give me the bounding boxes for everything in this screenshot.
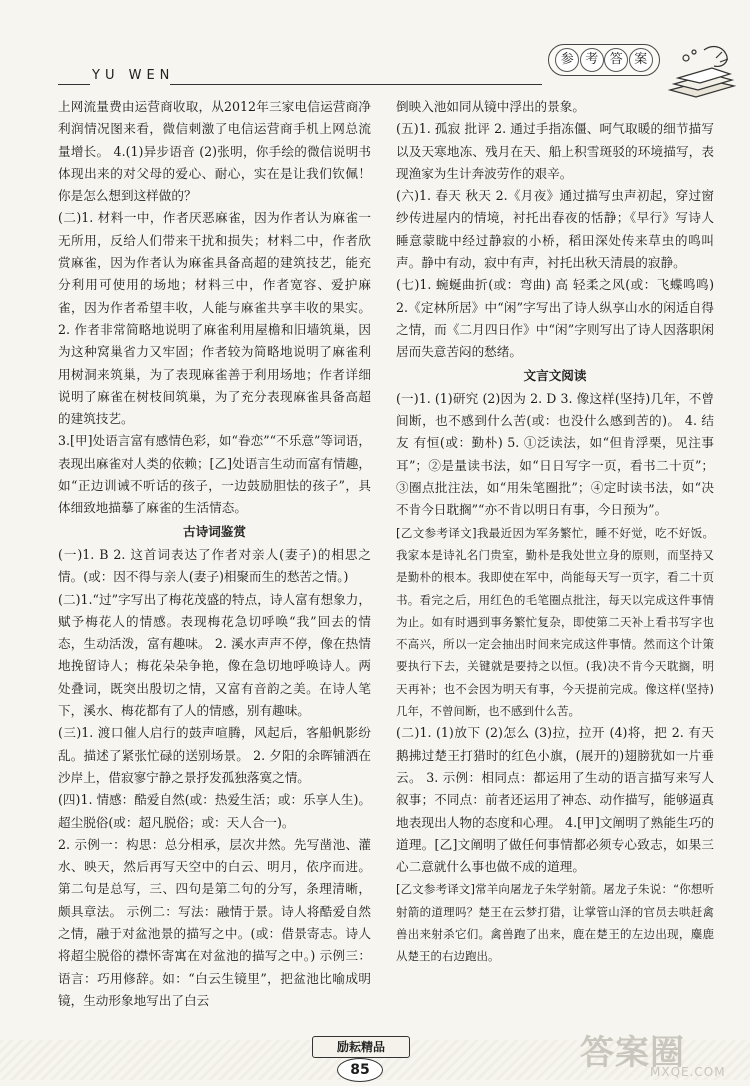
- left-para-2: (二)1. 材料一中，作者厌恶麻雀，因为作者认为麻雀一无所用，反给人们带来干扰和损失；材料二中，作者欣赏麻雀，因为作者认为麻雀具备高超的建筑技艺，能充分利用可使用的场地；材料三中，作者宽容、爱护麻雀，因为作者希望丰收，人能与麻雀共享丰收的果实。 2. 作者非常简略地说明了麻雀利用屋檐和旧墙筑巢，因为这种窝巢省力又牢固；作者较为简略地说明了麻雀利用树洞来筑巢，为了表现麻雀善于利用场地；作者详细说明了麻雀在树枝间筑巢，为了充分表现麻雀具备高超的建筑技艺。: [58, 210, 371, 427]
- answer-key-badge: [548, 44, 660, 76]
- section-title-classical: 文言文阅读: [523, 367, 587, 383]
- left-para-8: (四)1. 情感：酷爱自然(或：热爱生活；或：乐享人生)。超尘脱俗(或：超凡脱俗；或：天人合一)。: [58, 792, 371, 830]
- left-para-6: (二)1.“过”字写出了梅花茂盛的特点，诗人富有想象力，赋予梅花人的情感。表现梅花急切呼唤“我”回去的情态，生动活泼，富有趣味。 2. 溪水声声不停，像在热情地挽留诗人；梅花朵朵争艳，像在急切地呼唤诗人。两处叠词，既突出殷切之情，又富有音韵之美。在诗人笔下，溪水、梅花都有了人的情感，别有趣味。: [58, 591, 371, 719]
- watermark-url: MXQE.COM: [650, 1065, 726, 1079]
- header-rule-right: [170, 84, 542, 85]
- right-para-6: (一)1. (1)研究 (2)因为 2. D 3. 像这样(坚持)几年，不曾间断，也不感到什么苦(或：也没什么感到苦的)。 4. 结友 有恒(或：勤朴) 5. ①泛读法，如“但肯浮栗，见注事耳”；②是量读书法，如“日日写字一页，看书二十页”；③圈点批注法，如“用朱笔圈批”；④定时读书法，如“决不肯今日耽搁”“亦不肯以明日有事，今日预为”。: [396, 390, 714, 518]
- right-para-4: (七)1. 蜿蜒曲折(或：弯曲) 高 轻柔之风(或：飞蝶鸣鸣) 2.《定林所居》中“闲”字写出了诗人纵享山水的闲适自得之情，而《二月四日作》中“闲”字则写出了诗人因落职闲居而失意苦闷的愁绪。: [396, 277, 714, 360]
- page-header: [0, 0, 750, 95]
- right-para-3: (六)1. 春天 秋天 2.《月夜》通过描写虫声初起，穿过窗纱传进屋内的情境，衬托出春夜的恬静；《早行》写诗人睡意蒙眬中经过静寂的小桥，稻田深处传来草虫的鸣叫声。静中有动，寂中有声，衬托出秋天清晨的寂静。: [396, 188, 714, 271]
- watermark-logo: [580, 1025, 740, 1083]
- subject-label: YU WEN: [92, 68, 175, 83]
- badge-char-3: 答: [604, 48, 628, 72]
- badge-char-1: 参: [555, 48, 579, 72]
- watermark-text: 答案圈: [580, 1033, 685, 1073]
- brand-label: 励耘精品: [312, 1036, 410, 1058]
- header-rule-left: [58, 84, 90, 85]
- right-para-1: 倒映入池如同从镜中浮出的景象。: [396, 99, 585, 114]
- left-para-7: (三)1. 渡口催人启行的鼓声喧腾，风起后，客船帆影纷乱。描述了紧张忙碌的送别场景。 2. 夕阳的余晖铺洒在沙岸上，借寂寥宁静之景抒发孤独落寞之情。: [58, 725, 371, 785]
- badge-char-4: 案: [629, 48, 653, 72]
- books-illustration-icon: [664, 40, 740, 100]
- translation-block-2: [乙文参考译文]常羊向屠龙子朱学射箭。屠龙子朱说：“你想听射箭的道理吗？楚王在云梦打猎，让掌管山泽的官员去哄赶禽兽出来射杀它们。禽兽跑了出来，鹿在楚王的左边出现，麋鹿从楚王的右边跑出。: [396, 882, 714, 964]
- badge-char-2: 考: [580, 48, 604, 72]
- right-para-2: (五)1. 孤寂 批评 2. 通过手指冻僵、呵气取暖的细节描写以及天寒地冻、残月在天、船上积雪斑驳的环境描写，表现渔家为生计奔波劳作的艰辛。: [396, 121, 714, 181]
- left-para-9: 2. 示例一：构思：总分相承，层次井然。先写凿池、灌水、映天，然后再写天空中的白云、明月，依序而进。第二句是总写，三、四句是第二句的分写，条理清晰，颇具章法。 示例二：写法：融情于景。诗人将酷爱自然之情，融于对盆池景的描写之中。(或：借景寄志。诗人将超尘脱俗的襟怀寄寓在对盆池的描写之中。) 示例三：语言：巧用修辞。如：“白云生镜里”，把盆池比喻成明镜，生动形象地写出了白云: [58, 836, 371, 1008]
- left-para-5: (一)1. B 2. 这首词表达了作者对亲人(妻子)的相思之情。(或：因不得与亲人(妻子)相聚而生的愁苦之情。): [58, 546, 371, 585]
- translation-block-1: [乙文参考译文]我最近因为军务繁忙，睡不好觉，吃不好饭。我家本是诗礼名门贵室，勤朴是我处世立身的原则，而坚持又是勤朴的根本。我即使在军中，尚能每天写一页字，看二十页书。看完之后，用红色的毛笔圈点批注，每天以完成这件事情为止。如有时遇到事务繁忙复杂，即使第二天补上看书写字也不高兴，所以一定会抽出时间来完成这件事情。然而这个计策要执行下去，关键就是要持之以恒。(我)决不肯今天耽搁，明天再补；也不会因为明天有事，今天提前完成。像这样(坚持)几年，不曾间断，也不感到什么苦。: [396, 525, 714, 719]
- right-answer-column: [396, 96, 714, 968]
- right-para-8: (二)1. (1)放下 (2)怎么 (3)拉，拉开 (4)将，把 2. 有天鹅拂过楚王打猎时的红色小旗，(展开的)翅膀犹如一片垂云。 3. 示例：相同点：都运用了生动的语言描写来写人叙事；不同点：前者还运用了神态、动作描写，能够逼真地表现出人物的态度和心理。 4.[甲]文阐明了熟能生巧的道理。[乙]文阐明了做任何事情都必须专心致志，如果三心二意就什么事也做不成的道理。: [396, 725, 714, 875]
- left-para-1: 上网流量费由运营商收取，从2012年三家电信运营商净利润情况图来看，微信刺激了电信运营商手机上网总流量增长。 4.(1)异步语音 (2)张明，你手绘的微信说明书体现出来的对父母的爱心、耐心，实在是让我们钦佩！你是怎么想到这样做的？: [58, 99, 371, 204]
- section-title-poetry: 古诗词鉴赏: [183, 523, 246, 539]
- page-number: 85: [337, 1058, 383, 1082]
- left-answer-column: [58, 96, 371, 1012]
- left-para-3: 3.[甲]处语言富有感情色彩，如“眷恋”“不乐意”等词语，表现出麻雀对人类的依赖；[乙]处语言生动而富有情趣，如“正边训诫不听话的孩子，一边鼓励胆怯的孩子”，具体细致地描摹了麻雀的生活情态。: [58, 433, 371, 516]
